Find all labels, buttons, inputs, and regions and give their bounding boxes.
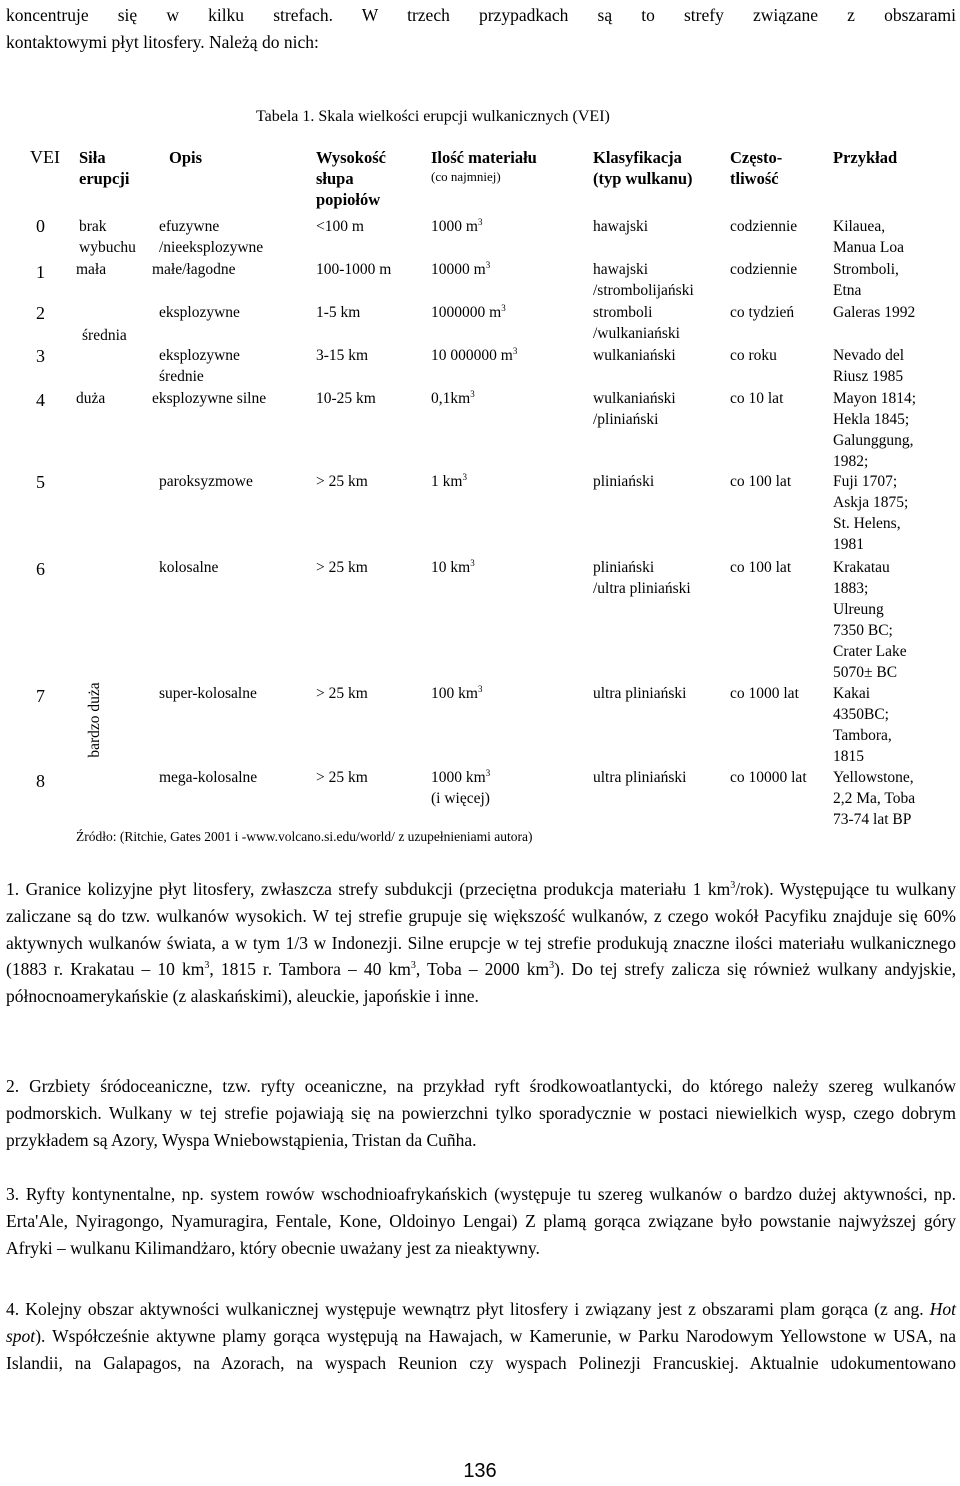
- table-row-przyklad: 7350 BC;: [833, 622, 893, 639]
- table-row-opis: /nieeksplozywne: [159, 239, 264, 256]
- table-row-przyklad: Galunggung,: [833, 432, 914, 449]
- table-row-przyklad: Mayon 1814;: [833, 390, 917, 407]
- table-row-przyklad: Kakai: [833, 685, 871, 702]
- ilosc-unit-superscript: 3: [470, 389, 475, 399]
- header-opis: Opis: [169, 148, 203, 167]
- table-source: Źródło: (Ritchie, Gates 2001 i -www.volcano.si.edu/world/ z uzupełnieniami autora): [76, 829, 533, 844]
- table-row-czestotliwosc: co 100 lat: [730, 559, 792, 576]
- table-row-przyklad: Crater Lake: [833, 643, 907, 660]
- table-row-wysokosc: > 25 km: [316, 473, 368, 490]
- ilosc-value: 10000 m: [431, 261, 486, 278]
- ilosc-unit-superscript: 3: [470, 558, 475, 568]
- ilosc-unit-superscript: 3: [462, 472, 467, 482]
- table-row-sila: średnia: [82, 327, 127, 344]
- table-row-wysokosc: 3-15 km: [316, 347, 369, 364]
- table-row-przyklad: 73-74 lat BP: [833, 811, 912, 828]
- table-row-sila: brak: [79, 218, 107, 235]
- ilosc-unit-superscript: 3: [485, 768, 491, 778]
- table-row-przyklad: 1981: [833, 536, 864, 553]
- table-row-opis: eksplozywne: [159, 347, 240, 364]
- ilosc-value: 1000000 m: [431, 304, 502, 321]
- table-row-ilosc: [431, 557, 475, 578]
- table-row-ilosc: [431, 345, 517, 366]
- table-row-vei: 3: [36, 346, 45, 366]
- table-row-klasyfikacja: hawajski: [593, 218, 649, 235]
- table-row-opis: mega-kolosalne: [159, 769, 258, 786]
- ilosc-unit-superscript: 3: [485, 260, 491, 270]
- ilosc-value: 10 000000 m: [431, 347, 513, 364]
- table-row-opis: efuzywne: [159, 218, 220, 235]
- ilosc-value: 1 km: [431, 473, 463, 490]
- table-row-przyklad: Etna: [833, 282, 862, 299]
- table-row-przyklad: St. Helens,: [833, 515, 901, 532]
- table-row-przyklad: Ulreung: [833, 601, 884, 618]
- intro-line-2: kontaktowymi płyt litosfery. Należą do nich:: [6, 32, 319, 52]
- ilosc-unit-superscript: 3: [512, 346, 518, 356]
- header-czestotliwosc: Często-: [730, 148, 783, 167]
- table-row-wysokosc: <100 m: [316, 218, 364, 235]
- table-row-wysokosc: 100-1000 m: [316, 261, 392, 278]
- ilosc-value: 1000 km: [431, 769, 486, 786]
- table-row-sila: duża: [76, 390, 106, 407]
- ilosc-value: 100 km: [431, 685, 478, 702]
- table-row-przyklad: Askja 1875;: [833, 494, 909, 511]
- table-row-przyklad: Yellowstone,: [833, 769, 914, 786]
- table-row-klasyfikacja: /ultra pliniański: [593, 580, 691, 597]
- table-row-przyklad: Nevado del: [833, 347, 905, 364]
- header-sila: Siła: [79, 148, 106, 167]
- table-row-wysokosc: > 25 km: [316, 685, 368, 702]
- table-row-vei: 7: [36, 686, 45, 706]
- table-row-przyklad: 1982;: [833, 453, 869, 470]
- page-number: 136: [463, 1460, 497, 1482]
- table-row-przyklad: 5070± BC: [833, 664, 898, 681]
- table-row-vei: 2: [36, 303, 45, 323]
- table-row-klasyfikacja: /strombolijański: [593, 282, 694, 299]
- table-row-wysokosc: > 25 km: [316, 769, 368, 786]
- header-vei: VEI: [30, 147, 60, 167]
- header-ilosc: Ilość materiału: [431, 148, 537, 167]
- table-row-ilosc: [431, 471, 467, 492]
- table-row-klasyfikacja: stromboli: [593, 304, 653, 321]
- table-row-przyklad: Kilauea,: [833, 218, 886, 235]
- table-row-sila: mała: [76, 261, 107, 278]
- table-row-opis: eksplozywne silne: [152, 390, 267, 407]
- ilosc-unit-superscript: 3: [477, 217, 483, 227]
- header-przyklad: Przykład: [833, 148, 898, 167]
- table-row-vei: 6: [36, 559, 45, 579]
- table-row-klasyfikacja: /pliniański: [593, 411, 659, 428]
- paragraph-2: 2. Grzbiety śródoceaniczne, tzw. ryfty oceaniczne, na przykład ryft środkowoatlantycki, do którego należy szereg wulkanów podmorskich. Wulkany w tej strefie pojawiają się na powierzchni tylko sporadycznie w postaci niewielkich wysp, czego dobrym przykładem są Azory, Wyspa Wniebowstąpienia, Tristan da Cuñha.: [6, 1076, 956, 1150]
- table-caption: Tabela 1. Skala wielkości erupcji wulkanicznych (VEI): [256, 108, 610, 125]
- table-row-klasyfikacja: pliniański: [593, 473, 655, 490]
- table-row-klasyfikacja: ultra pliniański: [593, 685, 687, 702]
- table-row-ilosc: [431, 302, 506, 323]
- table-row-ilosc-note: (i więcej): [431, 790, 490, 807]
- table-row-przyklad: 1815: [833, 748, 864, 765]
- table-row-czestotliwosc: co 1000 lat: [730, 685, 799, 702]
- table-row-klasyfikacja: ultra pliniański: [593, 769, 687, 786]
- intro-line-1: koncentruje się w kilku strefach. W trzech przypadkach są to strefy związane z obszarami: [6, 5, 956, 25]
- table-row-przyklad: Krakatau: [833, 559, 890, 576]
- table-row-przyklad: Tambora,: [833, 727, 892, 744]
- table-row-przyklad: Riusz 1985: [833, 368, 904, 385]
- table-row-wysokosc: 10-25 km: [316, 390, 376, 407]
- paragraph-4: 4. Kolejny obszar aktywności wulkanicznej występuje wewnątrz płyt litosfery i związany jest z obszarami plam gorąca (z ang. Hot spot). Współcześnie aktywne plamy gorąca występują na Hawajach, w Kamerunie, w Parku Narodowym Yellowstone w USA, na Islandii, na Galapagos, na Azorach, na wyspach Reunion czy wyspach Polinezji Francuskiej. Aktualnie udokumentowano: [6, 1299, 956, 1373]
- bardzo-duza-label: bardzo duża: [86, 682, 103, 758]
- table-row-czestotliwosc: co 100 lat: [730, 473, 792, 490]
- table-row-przyklad: Stromboli,: [833, 261, 899, 278]
- table-row-klasyfikacja: wulkaniański: [593, 390, 676, 407]
- table-row-czestotliwosc: co 10000 lat: [730, 769, 807, 786]
- header-ilosc-note: (co najmniej): [431, 169, 501, 184]
- table-row-czestotliwosc: codziennie: [730, 261, 798, 278]
- header-wysokosc-3: popiołów: [316, 190, 381, 209]
- table-row-przyklad: Fuji 1707;: [833, 473, 898, 490]
- header-czestotliwosc-2: tliwość: [730, 169, 779, 188]
- table-row-wysokosc: 1-5 km: [316, 304, 361, 321]
- table-row-klasyfikacja: hawajski: [593, 261, 649, 278]
- table-row-ilosc: [431, 767, 490, 788]
- table-row-przyklad: Manua Loa: [833, 239, 905, 256]
- table-row-czestotliwosc: co roku: [730, 347, 777, 364]
- table-row-ilosc: [431, 259, 490, 280]
- table-row-vei: 0: [36, 216, 45, 236]
- header-wysokosc: Wysokość: [316, 148, 386, 167]
- table-row-vei: 4: [36, 390, 45, 410]
- table-row-wysokosc: > 25 km: [316, 559, 368, 576]
- header-wysokosc-2: słupa: [316, 169, 354, 188]
- table-row-czestotliwosc: co 10 lat: [730, 390, 784, 407]
- table-row-przyklad: 2,2 Ma, Toba: [833, 790, 916, 807]
- paragraph-1: 1. Granice kolizyjne płyt litosfery, zwłaszcza strefy subdukcji (przeciętna produkcja materiału 1 $km^3/rok$). Występujące tu wulkany zaliczane są do tzw. wulkanów wysokich. W tej strefie grupuje się większość wulkanów, z czego wokół Pacyfiku znajduje się 60% aktywnych wulkanów świata, a w tym 1/3 w Indonezji. Silne erupcje w tej strefie produkują znaczne ilości materiału wulkanicznego (1883 r. Krakatau – 10 $km^3$, 1815 r. Tambora – 40 $km^3$, Toba – 2000 $km^3$). Do tej strefy zalicza się również wulkany andyjskie, północnoamerykańskie (z alaskańskimi), aleuckie, japońskie i inne.: [6, 879, 956, 1007]
- table-row-przyklad: 4350BC;: [833, 706, 889, 723]
- paragraph-3: 3. Ryfty kontynentalne, np. system rowów wschodnioafrykańskich (występuje tu szereg wulkanów o bardzo dużej aktywności, np. Erta'Ale, Nyiragongo, Nyamuragira, Fentale, Kone, Oldoinyo Lengai) Z plamą gorąca związane było powstanie najwyższej góry Afryki – wulkanu Kilimandżaro, który obecnie uważany jest za nieaktywny.: [6, 1184, 956, 1258]
- table-row-czestotliwosc: co tydzień: [730, 304, 795, 321]
- table-row-przyklad: 1883;: [833, 580, 869, 597]
- table-row-przyklad: Galeras 1992: [833, 304, 916, 321]
- header-klasyfikacja-2: (typ wulkanu): [593, 169, 693, 188]
- table-row-klasyfikacja: wulkaniański: [593, 347, 676, 364]
- ilosc-value: 0,1km: [431, 390, 471, 407]
- table-row-klasyfikacja: pliniański: [593, 559, 655, 576]
- table-row-vei: 1: [36, 262, 45, 282]
- table-row-opis: małe/łagodne: [152, 261, 236, 278]
- ilosc-unit-superscript: 3: [477, 684, 483, 694]
- table-row-czestotliwosc: codziennie: [730, 218, 798, 235]
- table-row-opis: kolosalne: [159, 559, 219, 576]
- ilosc-value: 10 km: [431, 559, 471, 576]
- table-row-vei: 8: [36, 771, 45, 791]
- header-sila-2: erupcji: [79, 169, 130, 188]
- table-row-ilosc: [431, 388, 475, 409]
- table-row-opis: super-kolosalne: [159, 685, 257, 702]
- header-klasyfikacja: Klasyfikacja: [593, 148, 682, 167]
- table-row-ilosc: [431, 216, 482, 237]
- ilosc-unit-superscript: 3: [501, 303, 506, 313]
- ilosc-value: 1000 m: [431, 218, 478, 235]
- table-row-przyklad: Hekla 1845;: [833, 411, 910, 428]
- table-row-klasyfikacja: /wulkaniański: [593, 325, 680, 342]
- table-row-ilosc: [431, 683, 482, 704]
- table-row-opis: eksplozywne: [159, 304, 240, 321]
- table-row-sila: wybuchu: [79, 239, 136, 256]
- table-row-opis: średnie: [159, 368, 204, 385]
- table-row-vei: 5: [36, 472, 45, 492]
- table-row-opis: paroksyzmowe: [159, 473, 253, 490]
